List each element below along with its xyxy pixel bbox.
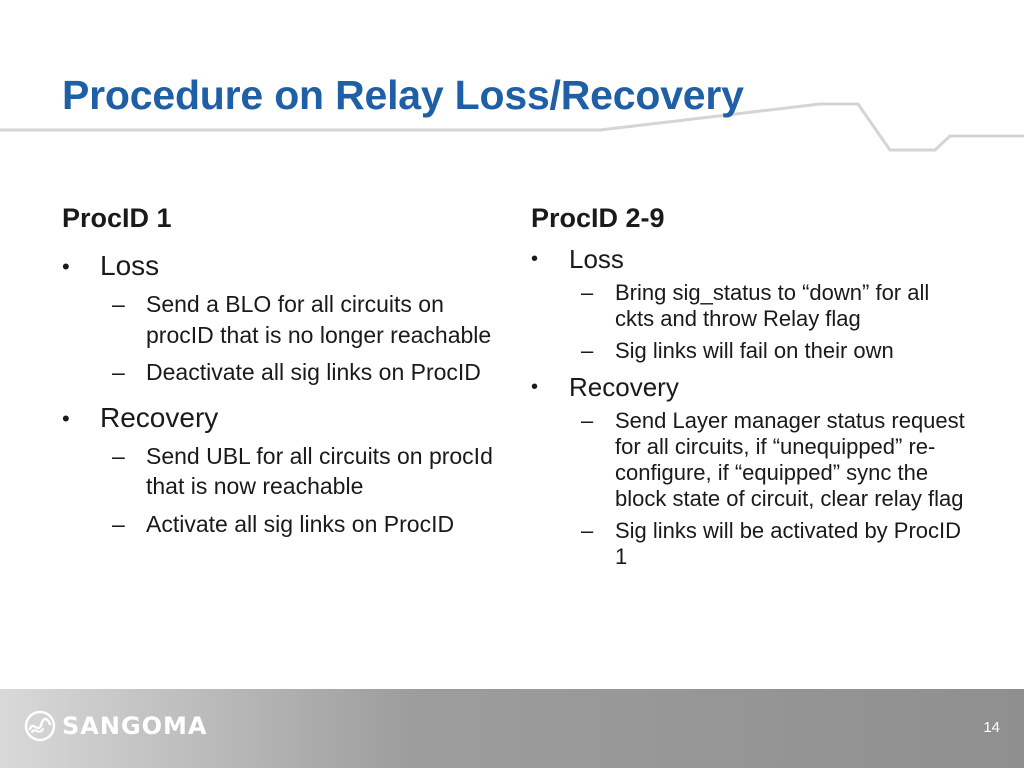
sub-bullet-text: Sig links will fail on their own: [615, 338, 894, 363]
right-column-heading: ProcID 2-9: [531, 203, 665, 233]
sub-bullet-text: Bring sig_status to “down” for all ckts and throw Relay flag: [615, 280, 930, 331]
bullet-label: Recovery: [569, 372, 679, 402]
dash-icon: –: [112, 442, 125, 469]
left-bullet-list: [62, 250, 502, 539]
dash-icon: –: [112, 510, 125, 537]
right-bullet-list: [531, 244, 971, 570]
sub-bullet-text: Send a BLO for all circuits on procID that is no longer reachable: [146, 291, 492, 348]
dash-icon: –: [581, 338, 594, 363]
dash-icon: –: [581, 408, 594, 433]
sub-bullet: [531, 408, 971, 512]
bullet-loss: [62, 250, 502, 282]
bullet-loss: [531, 244, 971, 274]
sub-bullet-text: Sig links will be activated by ProcID 1: [615, 518, 962, 569]
sub-bullet: [62, 441, 502, 502]
bullet-label: Recovery: [100, 401, 219, 433]
sub-bullet-text: Send Layer manager status request for all circuits, if “unequipped” re-configure, if “equipped” sync the block state of circuit, clear relay flag: [615, 408, 965, 511]
left-column: [62, 200, 502, 539]
sub-bullet: [531, 338, 971, 364]
bullet-icon: •: [62, 254, 70, 279]
dash-icon: –: [112, 359, 125, 385]
right-column: [531, 200, 971, 570]
bullet-label: Loss: [100, 250, 160, 281]
bullet-recovery: [62, 402, 502, 434]
dash-icon: –: [112, 291, 125, 317]
sub-bullet-text: Deactivate all sig links on ProcID: [146, 359, 481, 385]
bullet-icon: •: [531, 376, 539, 398]
sub-bullet: [62, 509, 502, 540]
logo-text: SANGOMA: [62, 712, 208, 740]
bullet-icon: •: [62, 405, 70, 431]
left-column-heading: ProcID 1: [62, 203, 172, 233]
slide-title: Procedure on Relay Loss/Recovery: [62, 72, 744, 118]
page-number: 14: [983, 719, 1000, 736]
sub-bullet: [62, 289, 502, 350]
sub-bullet-text: Activate all sig links on ProcID: [146, 510, 455, 537]
sub-bullet: [531, 518, 971, 570]
sangoma-logo: [24, 710, 208, 742]
sangoma-swirl-icon: [24, 710, 56, 742]
sub-bullet: [62, 357, 502, 388]
bullet-recovery: [531, 372, 971, 402]
dash-icon: –: [581, 280, 594, 305]
footer-bar: [0, 689, 1024, 768]
sub-bullet: [531, 280, 971, 332]
sub-bullet-text: Send UBL for all circuits on procId that is now reachable: [146, 442, 493, 499]
bullet-icon: •: [531, 248, 539, 270]
bullet-label: Loss: [569, 244, 624, 274]
dash-icon: –: [581, 518, 594, 543]
